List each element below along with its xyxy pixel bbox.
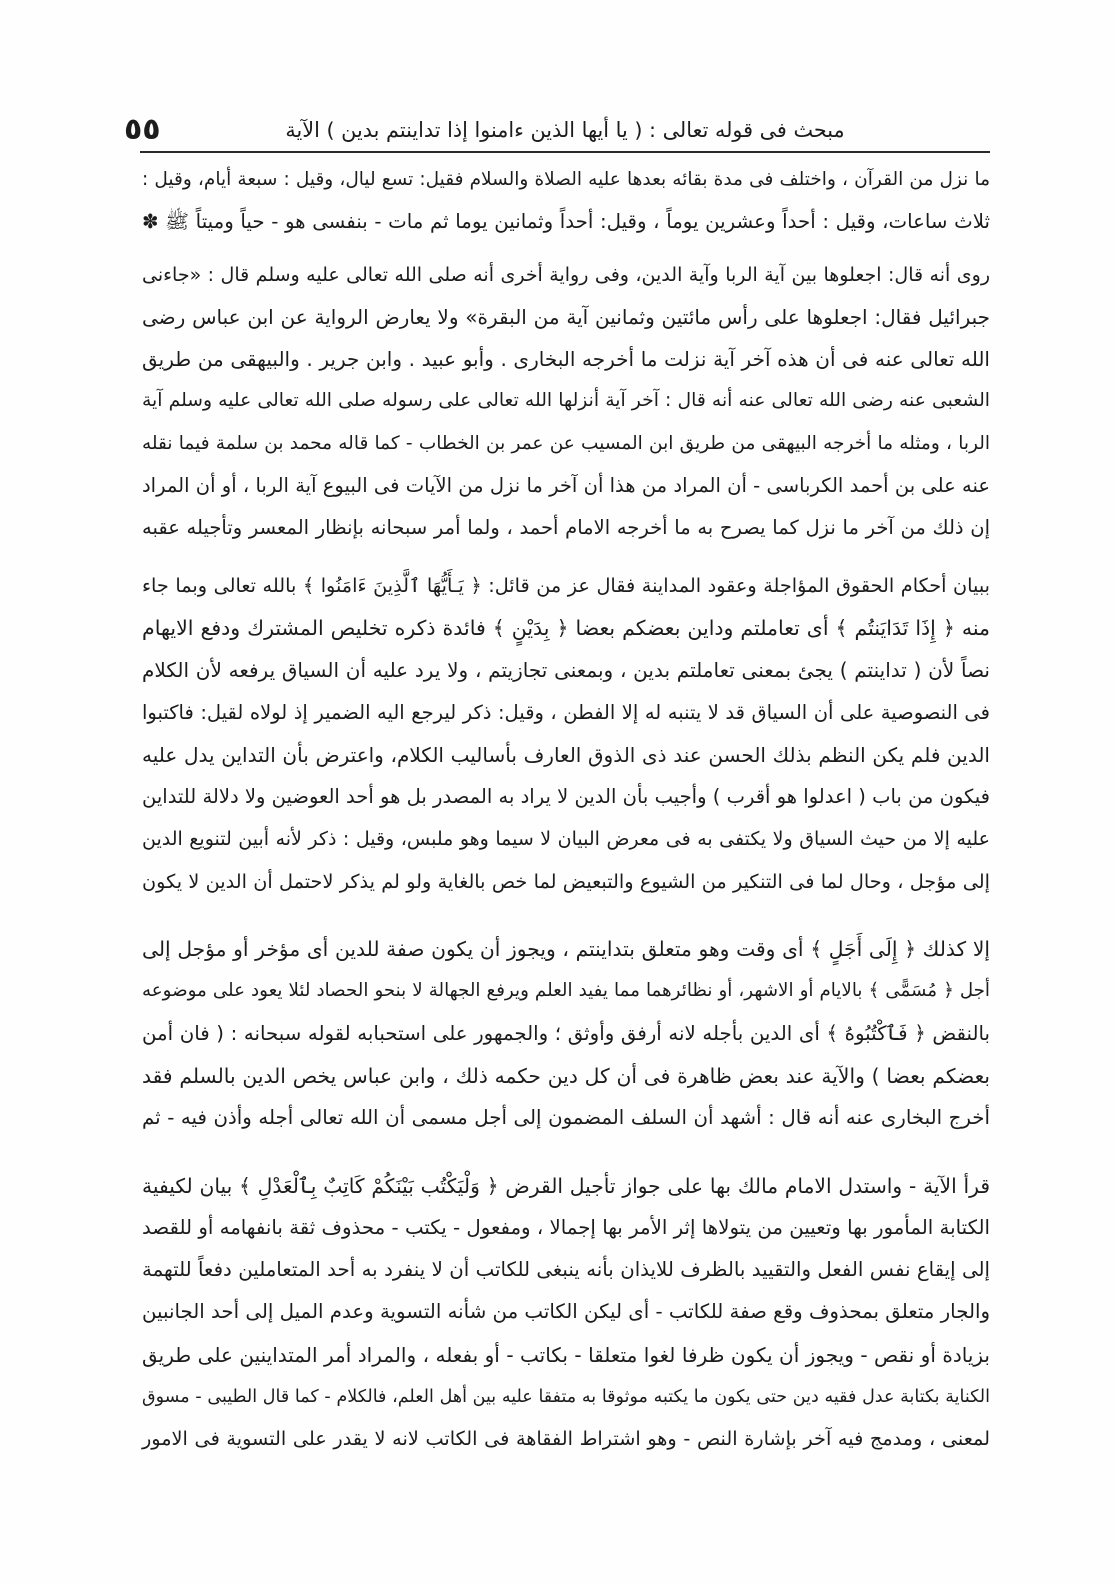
text-line: ما نزل من القرآن ، واختلف فى مدة بقائه بعدها عليه الصلاة والسلام فقيل: تسع ليال، وقيل : سبعة أيام، وقيل : <box>142 169 990 190</box>
text-line: عليه إلا من حيث السياق ولا يكتفى به فى معرض البيان لا سيما وهو ملبس، وقيل : ذكر لأنه أبين لتنويع الدين <box>142 828 990 851</box>
text-line: الشعبى عنه رضى الله تعالى عنه أنه قال : آخر آية أنزلها الله تعالى على رسوله صلى الله تعالى عليه وسلم آية <box>142 390 990 412</box>
text-line: الكناية بكتابة عدل فقيه دين حتى يكون ما يكتبه موثوقا به متفقا عليه بين أهل العلم، فالكلام - كما قال الطيبى - مسوق <box>142 1387 990 1408</box>
text-line: إلا كذلك ﴿ إِلَى أَجَلٍ ﴾ أى وقت وهو متعلق بتداينتم ، ويجوز أن يكون صفة للدين أى مؤخر أو مؤجل إلى <box>142 937 990 962</box>
text-line: إلى إيقاع نفس الفعل والتقييد بالظرف للايذان بأنه ينبغى للكاتب أن لا ينفرد به أحد المتعاملين دفعاً للتهمة <box>142 1258 990 1282</box>
text-line: الربا ، ومثله ما أخرجه البيهقى من طريق ابن المسيب عن عمر بن الخطاب - كما قاله محمد بن سلمة فيما نقله <box>142 432 990 454</box>
text-line: جبرائيل فقال: اجعلوها على رأس مائتين وثمانين آية من البقرة» ولا يعارض الرواية عن ابن عباس رضى <box>142 304 990 329</box>
text-line: قرأ الآية - واستدل الامام مالك بها على جواز تأجيل القرض ﴿ وَلْيَكْتُب بَيْنَكُمْ كَاتِبٌ بِٱلْعَدْلِ ﴾ بيان لكيفية <box>142 1173 990 1198</box>
body-text <box>142 159 990 1461</box>
text-line: بعضكم بعضا ) والآية عند بعض ظاهرة فى أن كل دين حكمه ذلك ، وابن عباس يخص الدين بالسلم فقد <box>142 1063 990 1088</box>
text-line: عنه على بن أحمد الكرباسى - أن المراد من هذا أن آخر ما نزل من الآيات فى البيوع آية الربا ، أو أن المراد <box>142 474 990 498</box>
text-line: فيكون من باب ( اعدلوا هو أقرب ) وأجيب بأن الدين لا يراد به المصدر بل هو أحد العوضين ولا دلالة للتداين <box>142 785 990 809</box>
text-line: الدين فلم يكن النظم بذلك الحسن عند ذى الذوق العارف بأساليب الكلام، واعترض بأن التداين يدل عليه <box>142 742 990 767</box>
text-line: منه ﴿ إِذَا تَدَايَنتُم ﴾ أى تعاملتم وداين بعضكم بعضا ﴿ بِدَيْنٍ ﴾ فائدة ذكره تخليص المشترك ودفع الايهام <box>142 615 990 640</box>
text-line: أخرج البخارى عنه أنه قال : أشهد أن السلف المضمون إلى أجل مسمى أن الله تعالى أجله وأذن فيه - ثم <box>142 1106 990 1130</box>
text-line: إلى مؤجل ، وحال لما فى التنكير من الشيوع والتبعيض لما خص بالغاية ولو لم يذكر لاحتمل أن الدين لا يكون <box>142 869 990 893</box>
text-line: الكتابة المأمور بها وتعيين من يتولاها إثر الأمر بها إجمالا ، ومفعول - يكتب - محذوف ثقة بانفهامه أو للقصد <box>142 1215 990 1239</box>
page-number: ٥٥ <box>124 112 161 147</box>
text-line: لمعنى ، ومدمج فيه آخر بإشارة النص - وهو اشتراط الفقاهة فى الكاتب لانه لا يقدر على التسوية فى الامور <box>142 1427 990 1451</box>
text-line: فى النصوصية على أن السياق قد لا يتنبه له إلا الفطن ، وقيل: ذكر ليرجع اليه الضمير إذ لولاه لقيل: فاكتبوا <box>142 700 990 724</box>
text-line: والجار متعلق بمحذوف وقع صفة للكاتب - أى ليكن الكاتب من شأنه التسوية وعدم الميل إلى أحد الجانبين <box>142 1300 990 1324</box>
text-line: إن ذلك من آخر ما نزل كما يصرح به ما أخرجه الامام أحمد ، ولما أمر سبحانه بإنظار المعسر وتأجيله عقبه <box>142 516 990 540</box>
text-line: ببيان أحكام الحقوق المؤاجلة وعقود المداينة فقال عز من قائل: ﴿ يَـأَيُّهَا ٱلَّذِينَ ءَامَنُوا ﴾ بالله تعالى وبما جاء <box>142 573 990 597</box>
text-line: نصاً لأن ( تداينتم ) يجئ بمعنى تعاملتم بدين ، وبمعنى تجازيتم ، ولا يرد عليه أن السياق يرفعه لأن الكلام <box>142 658 990 683</box>
text-line: أجل ﴿ مُسَمًّى ﴾ بالايام أو الاشهر، أو نظائرهما مما يفيد العلم ويرفع الجهالة لا بنحو الحصاد لئلا يعود على موضوعه <box>142 980 990 1002</box>
running-title: مبحث فى قوله تعالى : ( يا أيها الذين ءامنوا إذا تداينتم بدين ) الآية <box>285 118 845 142</box>
text-line: بالنقض ﴿ فَٱكْتُبُوهُ ﴾ أى الدين بأجله لانه أرفق وأوثق ؛ والجمهور على استحبابه لقوله سبحانه : ( فان أمن <box>142 1021 990 1045</box>
text-line: الله تعالى عنه فى أن هذه آخر آية نزلت ما أخرجه البخارى . وأبو عبيد . وابن جرير . والبيهقى من طريق <box>142 347 990 372</box>
text-line: ثلاث ساعات، وقيل : أحداً وعشرين يوماً ، وقيل: أحداً وثمانين يوما ثم مات - بنفسى هو - حياً وميتاً ﷺ ✽ <box>142 210 990 234</box>
text-line: روى أنه قال: اجعلوها بين آية الربا وآية الدين، وفى رواية أخرى أنه صلى الله تعالى عليه وسلم قال : «جاءنى <box>142 263 990 286</box>
text-line: بزيادة أو نقص - ويجوز أن يكون ظرفا لغوا متعلقا - بكاتب - أو بفعله ، والمراد أمر المتداينين على طريق <box>142 1342 990 1367</box>
header-rule <box>140 151 990 153</box>
